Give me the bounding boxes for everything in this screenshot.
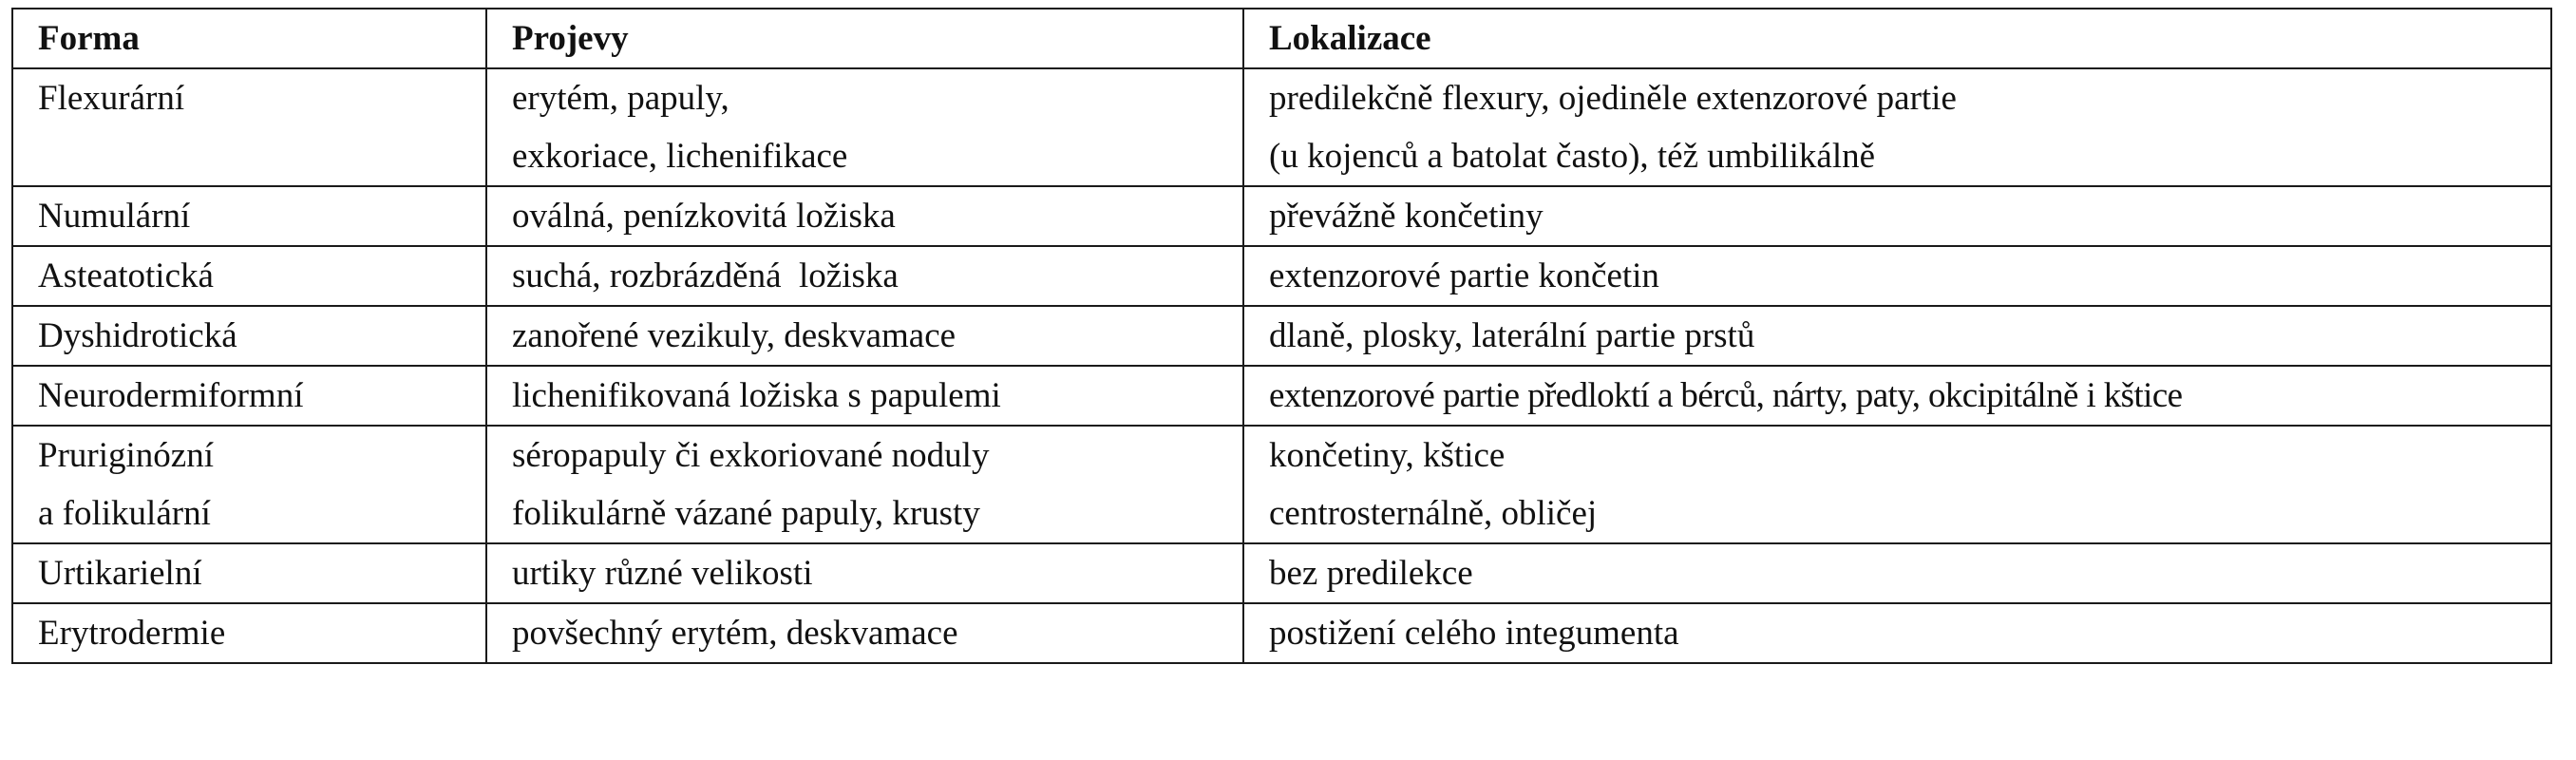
cell-line: suchá, rozbrázděná ložiska [512, 256, 899, 295]
cell-projevy [486, 68, 1243, 186]
cell-line: Dyshidrotická [38, 316, 237, 355]
table-row [12, 186, 2551, 246]
header-forma: Forma [12, 9, 486, 68]
cell-line: bez predilekce [1269, 554, 1473, 593]
cell-line: erytém, papuly, [512, 79, 729, 118]
cell-lokalizace [1243, 543, 2551, 603]
table-row [12, 543, 2551, 603]
cell-forma [12, 543, 486, 603]
cell-line: postižení celého integumenta [1269, 614, 1679, 653]
cell-projevy [486, 426, 1243, 543]
table-header-row [12, 9, 2551, 68]
cell-line: Erytrodermie [38, 614, 226, 653]
cell-forma [12, 366, 486, 426]
cell-line: povšechný erytém, deskvamace [512, 614, 958, 653]
cell-projevy [486, 603, 1243, 663]
cell-line: Flexurární [38, 79, 185, 118]
cell-forma [12, 306, 486, 366]
cell-line: exkoriace, lichenifikace [512, 137, 848, 176]
cell-line: extenzorové partie končetin [1269, 256, 1659, 295]
cell-line: centrosternálně, obličej [1269, 494, 1598, 533]
cell-line: lichenifikovaná ložiska s papulemi [512, 376, 1001, 415]
table-row [12, 603, 2551, 663]
cell-line: folikulárně vázané papuly, krusty [512, 494, 980, 533]
cell-line: Asteatotická [38, 256, 214, 295]
cell-line: zanořené vezikuly, deskvamace [512, 316, 957, 355]
eczema-forms-table [11, 8, 2552, 664]
table-row [12, 366, 2551, 426]
cell-lokalizace [1243, 186, 2551, 246]
cell-forma [12, 186, 486, 246]
cell-projevy [486, 306, 1243, 366]
cell-line: končetiny, kštice [1269, 436, 1506, 475]
table-row [12, 68, 2551, 186]
header-lokalizace: Lokalizace [1243, 9, 2551, 68]
cell-forma [12, 426, 486, 543]
cell-lokalizace [1243, 426, 2551, 543]
cell-forma [12, 603, 486, 663]
cell-projevy [486, 186, 1243, 246]
cell-lokalizace [1243, 366, 2551, 426]
cell-line: a folikulární [38, 494, 211, 533]
cell-forma [12, 246, 486, 306]
cell-line: séropapuly či exkoriované noduly [512, 436, 990, 475]
cell-projevy [486, 246, 1243, 306]
cell-line: dlaně, plosky, laterální partie prstů [1269, 316, 1755, 355]
cell-line: Numulární [38, 197, 191, 236]
cell-lokalizace [1243, 306, 2551, 366]
cell-lokalizace [1243, 68, 2551, 186]
cell-lokalizace [1243, 603, 2551, 663]
table-container [11, 8, 2552, 664]
cell-line: urtiky různé velikosti [512, 554, 813, 593]
cell-line: Pruriginózní [38, 436, 214, 475]
cell-line: predilekčně flexury, ojediněle extenzorové partie [1269, 79, 1957, 118]
table-row [12, 246, 2551, 306]
table-row [12, 306, 2551, 366]
cell-lokalizace [1243, 246, 2551, 306]
cell-line: Neurodermiformní [38, 376, 304, 415]
cell-line: Urtikarielní [38, 554, 202, 593]
cell-projevy [486, 366, 1243, 426]
cell-line: převážně končetiny [1269, 197, 1544, 236]
table-row [12, 426, 2551, 543]
cell-forma [12, 68, 486, 186]
header-projevy: Projevy [486, 9, 1243, 68]
cell-line: extenzorové partie předloktí a bérců, nárty, paty, okcipitálně i kštice [1269, 376, 2183, 415]
cell-line: (u kojenců a batolat často), též umbilikálně [1269, 137, 1876, 176]
cell-projevy [486, 543, 1243, 603]
cell-line: oválná, penízkovitá ložiska [512, 197, 896, 236]
